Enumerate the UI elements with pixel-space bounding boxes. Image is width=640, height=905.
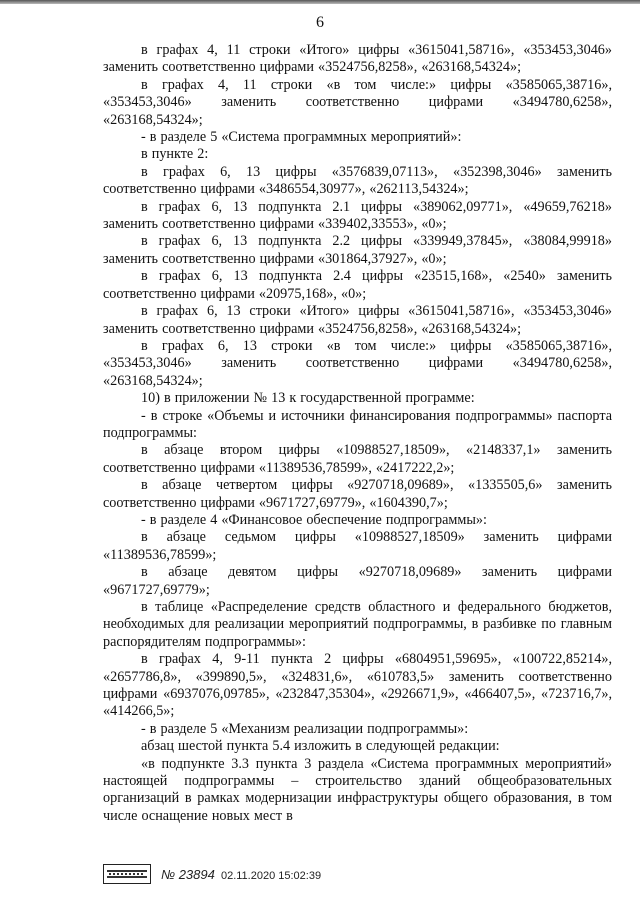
paragraph: 10) в приложении № 13 к государственной программе: <box>141 390 475 407</box>
paragraph: в графах 6, 13 цифры «3576839,07113», «352398,3046» заменить соответственно цифрами «3486554,30977», «262113,54324»; <box>103 163 612 198</box>
paragraph: - в разделе 5 «Механизм реализации подпрограммы»: <box>141 720 469 737</box>
document-footer <box>103 862 321 886</box>
barcode-stamp-icon <box>103 864 151 884</box>
paragraph: в графах 4, 11 строки «Итого» цифры «3615041,58716», «353453,3046» заменить соответственно цифрами «3524756,8258», «263168,54324»; <box>103 42 612 76</box>
paragraph: в абзаце девятом цифры «9270718,09689» заменить цифрами «9671727,69779»; <box>103 564 612 598</box>
paragraph: в графах 6, 13 строки «Итого» цифры «3615041,58716», «353453,3046» заменить соответственно цифрами «3524756,8258», «263168,54324»; <box>103 303 612 337</box>
paragraph: - в строке «Объемы и источники финансирования подпрограммы» паспорта подпрограммы: <box>103 407 612 441</box>
paragraph: в графах 6, 13 подпункта 2.4 цифры «23515,168», «2540» заменить соответственно цифрами «20975,168», «0»; <box>103 268 612 302</box>
doc-number: № 23894 <box>161 866 215 882</box>
paragraph: в таблице «Распределение средств областного и федерального бюджетов, необходимых для реализации мероприятий подпрограммы, в разбивке по главным распорядителям подпрограммы»: <box>103 599 612 650</box>
page-number: 6 <box>316 14 324 31</box>
paragraph: в графах 6, 13 подпункта 2.2 цифры «339949,37845», «38084,99918» заменить соответственно цифрами «301864,37927», «0»; <box>103 233 612 267</box>
paragraph: в абзаце седьмом цифры «10988527,18509» заменить цифрами «11389536,78599»; <box>103 529 612 563</box>
paragraph: в абзаце втором цифры «10988527,18509», «2148337,1» заменить соответственно цифрами «11389536,78599», «2417222,2»; <box>103 442 612 476</box>
paragraph: в абзаце четвертом цифры «9270718,09689», «1335505,6» заменить соответственно цифрами «9671727,69779», «1604390,7»; <box>103 477 612 511</box>
paragraph: в пункте 2: <box>141 146 209 163</box>
registration-datetime: 02.11.2020 15:02:39 <box>220 869 322 882</box>
paragraph: в графах 4, 9-11 пункта 2 цифры «6804951,59695», «100722,85214», «2657786,8», «399890,5», «324831,6», «610783,5» заменить соответственно цифрами «6937076,09785», «232847,35304», «2926671,9», «466407,5», «723716,7», «414266,5»; <box>103 651 612 720</box>
paragraph: в графах 6, 13 подпункта 2.1 цифры «389062,09771», «49659,76218» заменить соответственно цифрами «339402,33553», «0»; <box>103 198 612 233</box>
paragraph: в графах 6, 13 строки «в том числе:» цифры «3585065,38716», «353453,3046» заменить соответственно цифрами «3494780,6258», «263168,54324»; <box>103 337 612 389</box>
paragraph: абзац шестой пункта 5.4 изложить в следующей редакции: <box>141 738 500 755</box>
paragraph: - в разделе 4 «Финансовое обеспечение подпрограммы»: <box>141 511 487 528</box>
registration-info <box>161 867 321 882</box>
paragraph: - в разделе 5 «Система программных мероприятий»: <box>141 129 462 146</box>
top-edge-line <box>0 0 640 4</box>
paragraph: в графах 4, 11 строки «в том числе:» цифры «3585065,38716», «353453,3046» заменить соответственно цифрами «3494780,6258», «263168,54324»; <box>103 76 612 128</box>
document-body <box>103 42 612 825</box>
paragraph: «в подпункте 3.3 пункта 3 раздела «Система программных мероприятий» настоящей подпрограммы – строительство зданий общеобразовательных организаций в рамках модернизации инфраструктуры общего образования, в том числе оснащение новых мест в <box>103 755 612 824</box>
